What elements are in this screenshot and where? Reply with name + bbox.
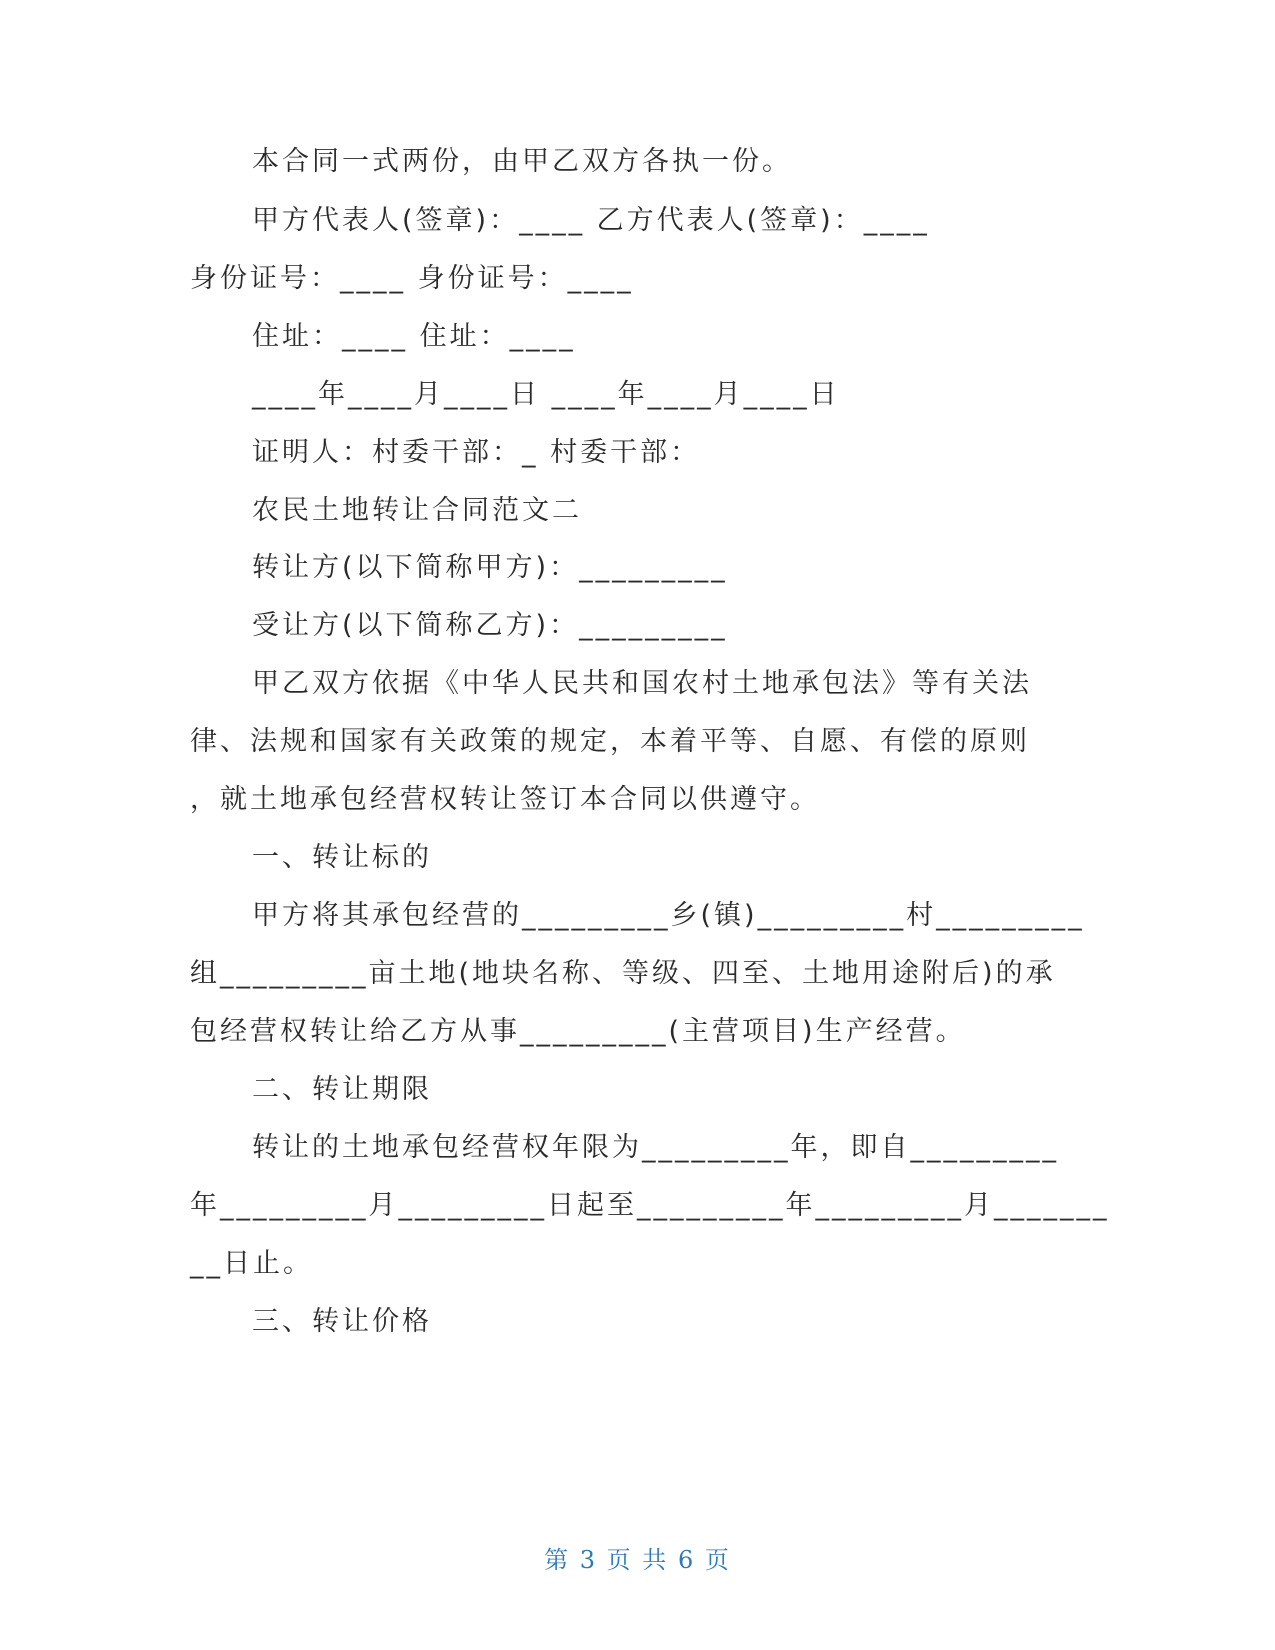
text-line: __日止。 — [190, 1248, 313, 1279]
text-line: 包经营权转让给乙方从事_________(主营项目)生产经营。 — [190, 1016, 966, 1047]
text-line: 本合同一式两份，由甲乙双方各执一份。 — [252, 146, 792, 177]
text-line: 转让方(以下简称甲方)：_________ — [252, 552, 728, 583]
text-line: 证明人：村委干部：_ 村委干部： — [252, 437, 701, 468]
page-number-footer: 第 3 页 共 6 页 — [544, 1546, 731, 1574]
text-line: 组_________亩土地(地块名称、等级、四至、土地用途附后)的承 — [190, 958, 1056, 989]
text-line: ____年____月____日 ____年____月____日 — [252, 379, 840, 410]
text-line: ，就土地承包经营权转让签订本合同以供遵守。 — [190, 784, 820, 815]
text-line: 转让的土地承包经营权年限为_________年，即自_________ — [252, 1132, 1059, 1163]
text-line: 住址：____ 住址：____ — [252, 321, 576, 352]
text-line: 甲方将其承包经营的_________乡(镇)_________村_________ — [252, 900, 1085, 931]
clause-heading: 三、转让价格 — [252, 1306, 432, 1337]
text-line: 身份证号：____ 身份证号：____ — [190, 263, 634, 294]
text-line: 受让方(以下简称乙方)：_________ — [252, 610, 728, 641]
clause-heading: 一、转让标的 — [252, 842, 432, 873]
section-title: 农民土地转让合同范文二 — [252, 495, 582, 526]
text-line: 甲方代表人(签章)：____ 乙方代表人(签章)：____ — [252, 205, 930, 236]
text-line: 律、法规和国家有关政策的规定，本着平等、自愿、有偿的原则 — [190, 726, 1030, 757]
text-line: 甲乙双方依据《中华人民共和国农村土地承包法》等有关法 — [252, 668, 1032, 699]
text-line: 年_________月_________日起至_________年_________月_______ — [190, 1190, 1110, 1221]
clause-heading: 二、转让期限 — [252, 1074, 432, 1105]
